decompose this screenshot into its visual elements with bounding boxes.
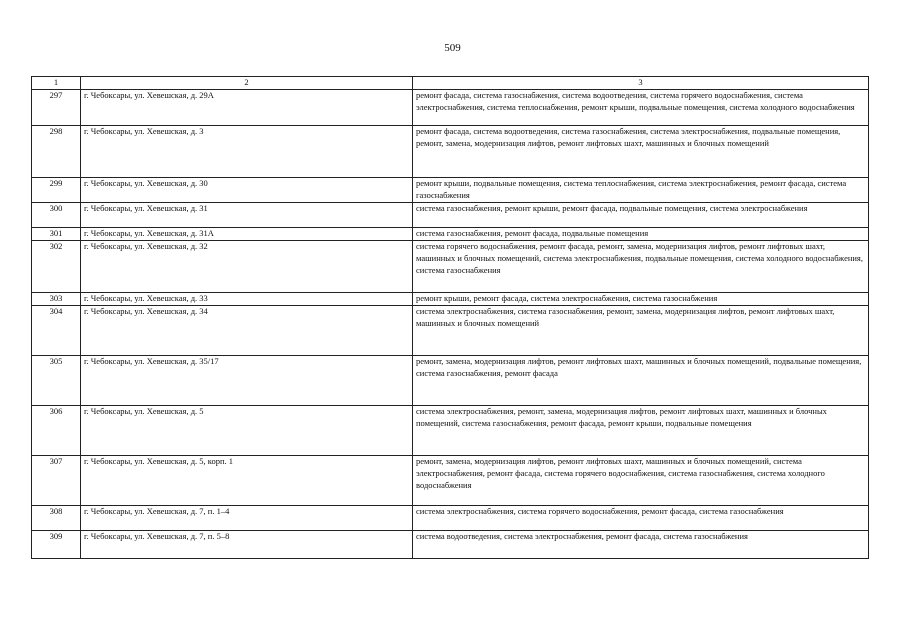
row-works: ремонт крыши, ремонт фасада, система электроснабжения, система газоснабжения	[413, 292, 869, 305]
row-address: г. Чебоксары, ул. Хевешская, д. 7, п. 5–8	[81, 530, 413, 558]
row-works: ремонт крыши, подвальные помещения, система теплоснабжения, система электроснабжения, ремонт фасада, система газоснабжения	[413, 178, 869, 203]
row-works: система электроснабжения, система горячего водоснабжения, ремонт фасада, система газоснабжения	[413, 505, 869, 530]
row-number: 309	[32, 530, 81, 558]
row-address: г. Чебоксары, ул. Хевешская, д. 5, корп. 1	[81, 455, 413, 505]
table-header-row	[32, 77, 869, 90]
row-works: ремонт, замена, модернизация лифтов, ремонт лифтовых шахт, машинных и блочных помещений, система электроснабжения, ремонт фасада, система горячего водоснабжения, система газоснабжения, система холодного водоснабжения	[413, 455, 869, 505]
row-works: система газоснабжения, ремонт крыши, ремонт фасада, подвальные помещения, система электроснабжения	[413, 203, 869, 228]
row-address: г. Чебоксары, ул. Хевешская, д. 3	[81, 126, 413, 178]
row-number: 302	[32, 240, 81, 292]
row-works: ремонт фасада, система газоснабжения, система водоотведения, система горячего водоснабжения, система электроснабжения, система теплоснабжения, ремонт крыши, подвальные помещения, система холодного водоснабжения	[413, 90, 869, 126]
row-address: г. Чебоксары, ул. Хевешская, д. 29А	[81, 90, 413, 126]
row-address: г. Чебоксары, ул. Хевешская, д. 5	[81, 405, 413, 455]
row-works: система горячего водоснабжения, ремонт фасада, ремонт, замена, модернизация лифтов, ремонт лифтовых шахт, машинных и блочных помещений, система электроснабжения, подвальные помещения, система холодного водоснабжения, система газоснабжения	[413, 240, 869, 292]
row-works: система электроснабжения, система газоснабжения, ремонт, замена, модернизация лифтов, ремонт лифтовых шахт, машинных и блочных помещений	[413, 305, 869, 355]
table-row	[32, 292, 869, 305]
row-number: 298	[32, 126, 81, 178]
row-address: г. Чебоксары, ул. Хевешская, д. 34	[81, 305, 413, 355]
table-row	[32, 90, 869, 126]
row-works: ремонт, замена, модернизация лифтов, ремонт лифтовых шахт, машинных и блочных помещений, подвальные помещения, система газоснабжения, ремонт фасада	[413, 355, 869, 405]
table-row	[32, 203, 869, 228]
table-row	[32, 228, 869, 241]
row-works: система водоотведения, система электроснабжения, ремонт фасада, система газоснабжения	[413, 530, 869, 558]
row-number: 305	[32, 355, 81, 405]
row-number: 307	[32, 455, 81, 505]
row-number: 304	[32, 305, 81, 355]
page-number: 509	[444, 42, 461, 54]
table-row	[32, 455, 869, 505]
row-address: г. Чебоксары, ул. Хевешская, д. 31	[81, 203, 413, 228]
row-address: г. Чебоксары, ул. Хевешская, д. 32	[81, 240, 413, 292]
header-col-3: 3	[413, 77, 869, 90]
row-works: ремонт фасада, система водоотведения, система газоснабжения, система электроснабжения, подвальные помещения, ремонт, замена, модернизация лифтов, ремонт лифтовых шахт, машинных и блочных помещений	[413, 126, 869, 178]
table-row	[32, 355, 869, 405]
row-address: г. Чебоксары, ул. Хевешская, д. 31А	[81, 228, 413, 241]
row-address: г. Чебоксары, ул. Хевешская, д. 35/17	[81, 355, 413, 405]
table-row	[32, 126, 869, 178]
table-row	[32, 240, 869, 292]
row-number: 301	[32, 228, 81, 241]
table-row	[32, 305, 869, 355]
header-col-1: 1	[32, 77, 81, 90]
table-row	[32, 405, 869, 455]
row-number: 306	[32, 405, 81, 455]
row-address: г. Чебоксары, ул. Хевешская, д. 7, п. 1–4	[81, 505, 413, 530]
addresses-table	[31, 76, 869, 559]
row-number: 297	[32, 90, 81, 126]
header-col-2: 2	[81, 77, 413, 90]
row-address: г. Чебоксары, ул. Хевешская, д. 33	[81, 292, 413, 305]
row-works: система электроснабжения, ремонт, замена, модернизация лифтов, ремонт лифтовых шахт, машинных и блочных помещений, система газоснабжения, ремонт фасада, ремонт крыши, подвальные помещения	[413, 405, 869, 455]
row-address: г. Чебоксары, ул. Хевешская, д. 30	[81, 178, 413, 203]
table-row	[32, 178, 869, 203]
row-number: 303	[32, 292, 81, 305]
table-row	[32, 505, 869, 530]
row-number: 308	[32, 505, 81, 530]
row-works: система газоснабжения, ремонт фасада, подвальные помещения	[413, 228, 869, 241]
row-number: 300	[32, 203, 81, 228]
table-row	[32, 530, 869, 558]
row-number: 299	[32, 178, 81, 203]
